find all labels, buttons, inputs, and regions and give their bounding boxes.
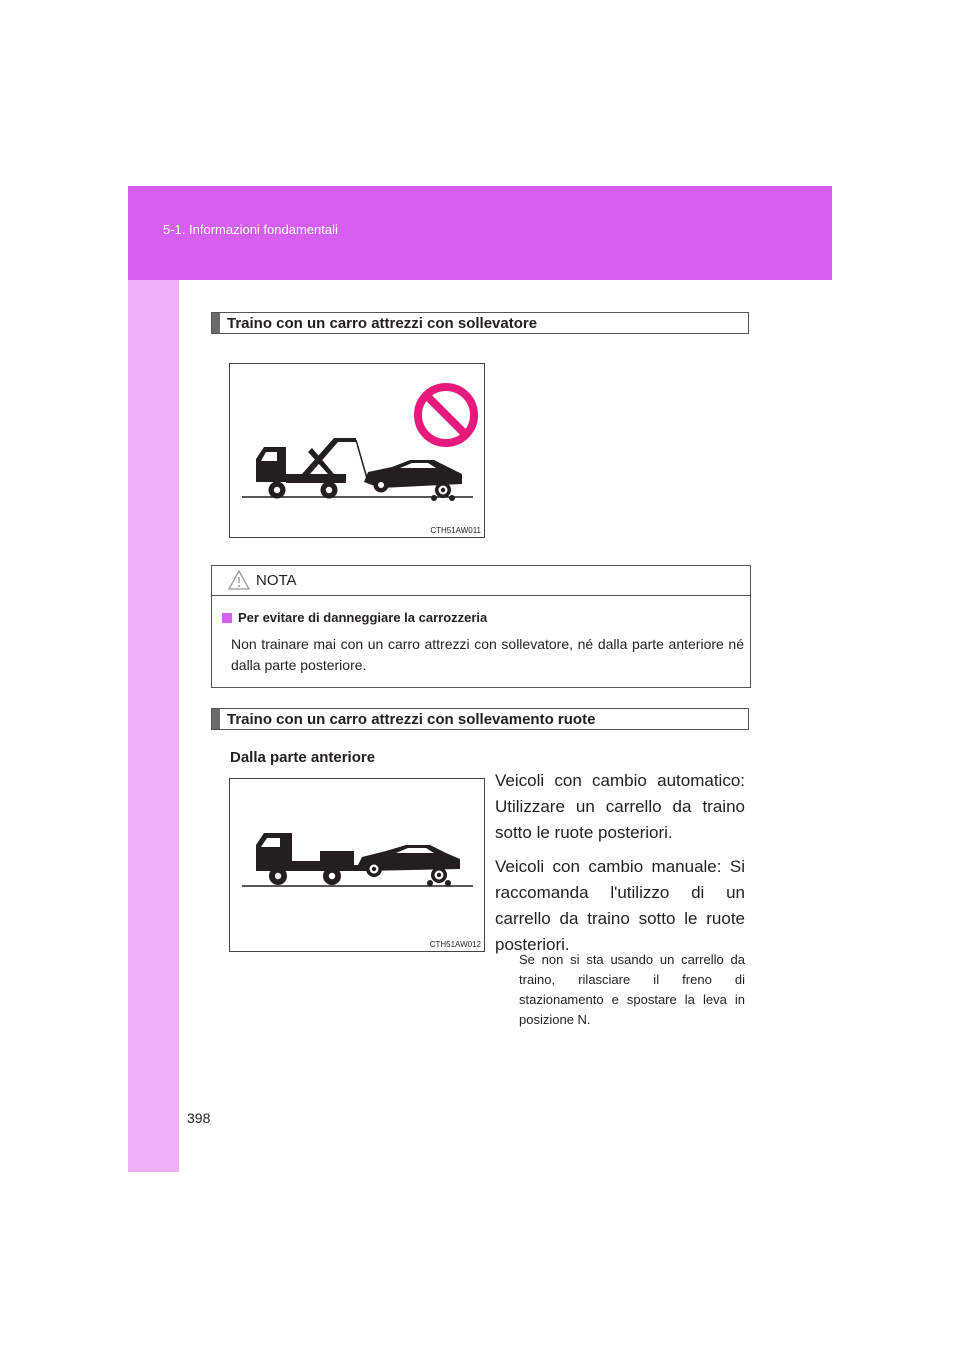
figure-wheel-lift-front bbox=[229, 778, 485, 952]
sedan-icon bbox=[358, 845, 460, 886]
nota-subheading-text: Per evitare di danneggiare la carrozzeria bbox=[238, 610, 488, 625]
tow-truck-icon bbox=[256, 833, 374, 885]
section-title: Traino con un carro attrezzi con sollevamento ruote bbox=[227, 711, 596, 728]
square-bullet-icon bbox=[222, 613, 232, 623]
nota-title: NOTA bbox=[256, 572, 297, 589]
section-title: Traino con un carro attrezzi con sollevatore bbox=[227, 315, 538, 332]
figure-sling-tow-prohibited bbox=[229, 363, 485, 538]
figure-code: CTH51AW012 bbox=[429, 940, 481, 949]
figure-code: CTH51AW011 bbox=[430, 526, 481, 535]
instruction-automatic: Veicoli con cambio automatico: Utilizzare un carrello da traino sotto le ruote posteriori. bbox=[495, 771, 745, 842]
nota-box bbox=[211, 565, 751, 688]
instructions-column bbox=[495, 768, 745, 966]
sedan-icon bbox=[364, 460, 462, 501]
nota-header bbox=[212, 566, 750, 596]
subheading-front: Dalla parte anteriore bbox=[230, 749, 376, 766]
nota-body: Non trainare mai con un carro attrezzi con sollevatore, né dalla parte anteriore né dalla parte posteriore. bbox=[231, 636, 744, 673]
nota-subheading bbox=[222, 610, 487, 625]
side-strip bbox=[128, 186, 179, 1172]
tow-truck-icon bbox=[256, 438, 368, 499]
tow-dolly-note: Se non si sta usando un carrello da traino, rilasciare il freno di stazionamento e spostare la leva in posizione N. bbox=[519, 952, 745, 1027]
breadcrumb: 5-1. Informazioni fondamentali bbox=[163, 222, 338, 237]
wheel-lift-illustration bbox=[230, 779, 486, 953]
heading-marker bbox=[212, 313, 220, 333]
section-heading-wheel-lift bbox=[211, 708, 749, 730]
section-heading-flatbed bbox=[211, 312, 749, 334]
heading-marker bbox=[212, 709, 220, 729]
page-number: 398 bbox=[187, 1110, 211, 1126]
instruction-manual: Veicoli con cambio manuale: Si raccomanda l'utilizzo di un carrello da traino sotto le ruote posteriori. bbox=[495, 857, 745, 954]
prohibition-icon bbox=[418, 387, 474, 443]
warning-triangle-icon bbox=[227, 569, 251, 591]
sling-tow-illustration bbox=[230, 364, 486, 539]
